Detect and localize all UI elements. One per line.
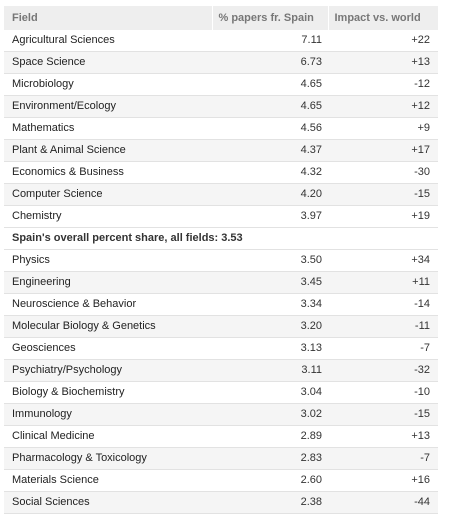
impact-cell: +17 <box>328 140 438 162</box>
table-row <box>4 30 438 52</box>
impact-cell: -7 <box>328 338 438 360</box>
table-row <box>4 140 438 162</box>
share-cell: 2.38 <box>212 492 328 514</box>
share-cell: 4.32 <box>212 162 328 184</box>
impact-cell: -7 <box>328 448 438 470</box>
field-cell: Microbiology <box>4 74 212 96</box>
table-row <box>4 250 438 272</box>
share-cell: 3.45 <box>212 272 328 294</box>
table-header <box>4 6 438 30</box>
field-cell: Plant & Animal Science <box>4 140 212 162</box>
impact-cell: -15 <box>328 184 438 206</box>
impact-cell: +11 <box>328 272 438 294</box>
field-cell: Neuroscience & Behavior <box>4 294 212 316</box>
field-cell: Chemistry <box>4 206 212 228</box>
field-cell: Biology & Biochemistry <box>4 382 212 404</box>
field-share-table <box>4 6 438 514</box>
impact-cell: +22 <box>328 30 438 52</box>
impact-cell: +34 <box>328 250 438 272</box>
impact-cell: -10 <box>328 382 438 404</box>
field-cell: Environment/Ecology <box>4 96 212 118</box>
share-cell: 3.34 <box>212 294 328 316</box>
table-row <box>4 448 438 470</box>
share-cell: 3.04 <box>212 382 328 404</box>
header-share <box>212 6 328 30</box>
share-cell: 3.02 <box>212 404 328 426</box>
table-row <box>4 404 438 426</box>
share-cell: 3.20 <box>212 316 328 338</box>
field-cell: Computer Science <box>4 184 212 206</box>
impact-cell: +16 <box>328 470 438 492</box>
header-impact <box>328 6 438 30</box>
impact-cell: +19 <box>328 206 438 228</box>
field-cell: Materials Science <box>4 470 212 492</box>
header-row <box>4 6 438 30</box>
header-field <box>4 6 212 30</box>
table-row <box>4 426 438 448</box>
field-cell: Social Sciences <box>4 492 212 514</box>
field-cell: Geosciences <box>4 338 212 360</box>
impact-cell: -44 <box>328 492 438 514</box>
table-row <box>4 96 438 118</box>
share-cell: 4.65 <box>212 74 328 96</box>
header-impact-label: Impact vs. world <box>334 12 421 24</box>
share-cell: 7.11 <box>212 30 328 52</box>
field-cell: Agricultural Sciences <box>4 30 212 52</box>
share-cell: 4.56 <box>212 118 328 140</box>
field-cell: Molecular Biology & Genetics <box>4 316 212 338</box>
impact-cell: -14 <box>328 294 438 316</box>
share-cell: 3.50 <box>212 250 328 272</box>
table-row <box>4 184 438 206</box>
table-body <box>4 30 438 514</box>
share-cell: 4.37 <box>212 140 328 162</box>
field-cell: Physics <box>4 250 212 272</box>
field-cell: Psychiatry/Psychology <box>4 360 212 382</box>
table-row <box>4 294 438 316</box>
table-row <box>4 470 438 492</box>
impact-cell: -30 <box>328 162 438 184</box>
field-cell: Engineering <box>4 272 212 294</box>
share-cell: 3.11 <box>212 360 328 382</box>
share-cell: 6.73 <box>212 52 328 74</box>
impact-cell: +12 <box>328 96 438 118</box>
table-row <box>4 74 438 96</box>
table-row <box>4 316 438 338</box>
field-cell: Pharmacology & Toxicology <box>4 448 212 470</box>
header-field-label: Field <box>12 12 38 24</box>
impact-cell: -11 <box>328 316 438 338</box>
field-cell: Clinical Medicine <box>4 426 212 448</box>
impact-cell: +13 <box>328 52 438 74</box>
share-cell: 2.89 <box>212 426 328 448</box>
summary-row <box>4 228 438 250</box>
impact-cell: +9 <box>328 118 438 140</box>
field-cell: Immunology <box>4 404 212 426</box>
table-row <box>4 360 438 382</box>
share-cell: 4.65 <box>212 96 328 118</box>
share-cell: 2.83 <box>212 448 328 470</box>
impact-cell: +13 <box>328 426 438 448</box>
table-row <box>4 206 438 228</box>
table-row <box>4 162 438 184</box>
header-share-label: % papers fr. Spain <box>218 12 314 24</box>
table-row <box>4 492 438 514</box>
table-row <box>4 338 438 360</box>
field-cell: Mathematics <box>4 118 212 140</box>
impact-cell: -15 <box>328 404 438 426</box>
share-cell: 3.97 <box>212 206 328 228</box>
field-cell: Economics & Business <box>4 162 212 184</box>
summary-text: Spain's overall percent share, all fields: 3.53 <box>4 228 438 250</box>
share-cell: 2.60 <box>212 470 328 492</box>
table-row <box>4 382 438 404</box>
share-cell: 3.13 <box>212 338 328 360</box>
table-row <box>4 272 438 294</box>
impact-cell: -12 <box>328 74 438 96</box>
table-row <box>4 118 438 140</box>
table-row <box>4 52 438 74</box>
field-cell: Space Science <box>4 52 212 74</box>
impact-cell: -32 <box>328 360 438 382</box>
share-cell: 4.20 <box>212 184 328 206</box>
